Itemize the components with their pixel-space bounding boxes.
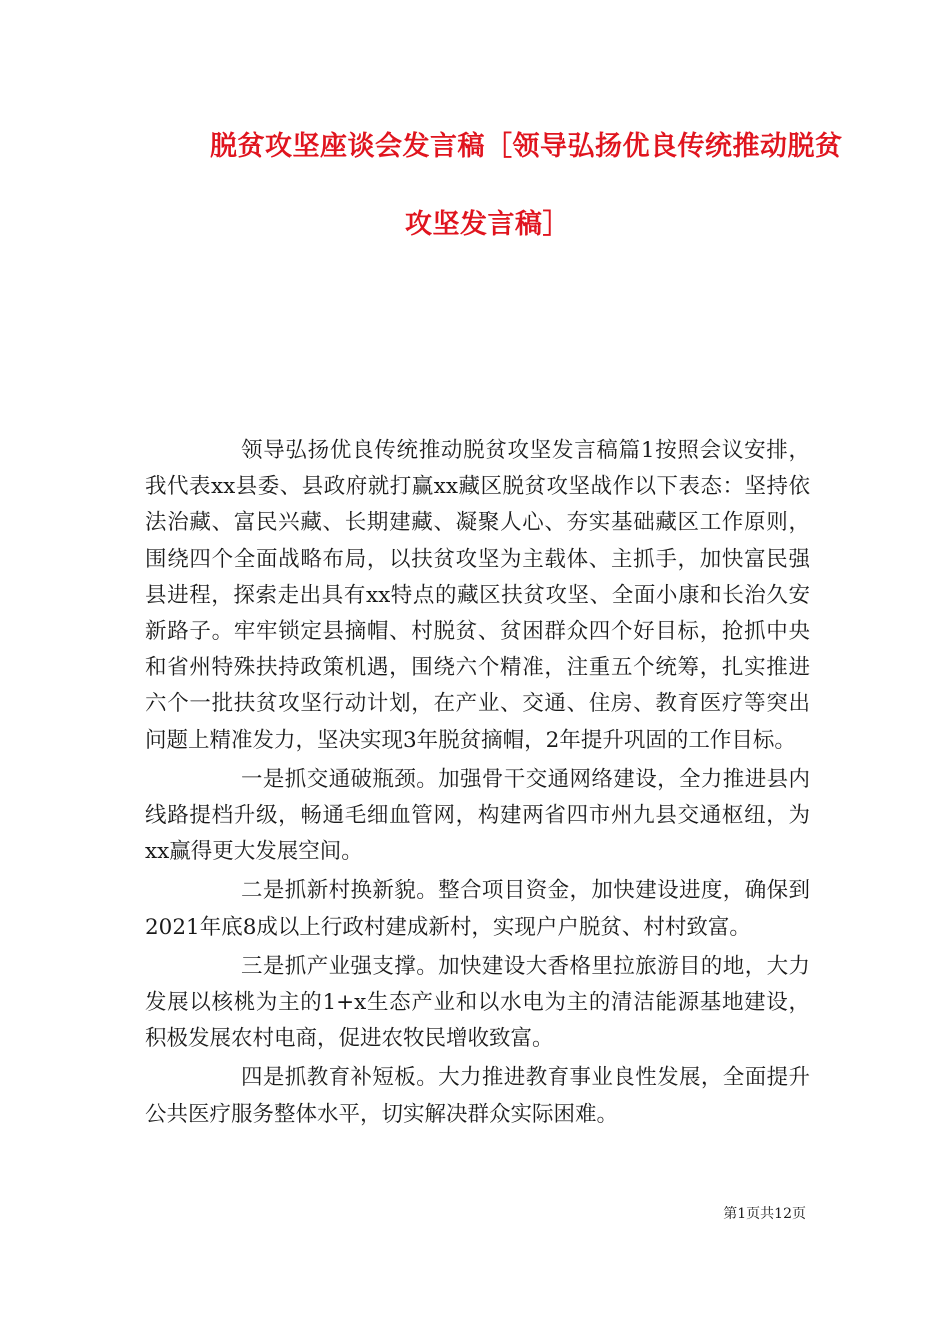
paragraph-education: 四是抓教育补短板。大力推进教育事业良性发展，全面提升公共医疗服务整体水平，切实解决群众实际困难。 — [145, 1065, 810, 1127]
paragraph-new-village: 二是抓新村换新貌。整合项目资金，加快建设进度，确保到2021年底8成以上行政村建成新村，实现户户脱贫、村村致富。 — [145, 878, 810, 940]
document-body — [145, 433, 810, 1136]
page-number-label: 第1页共12页 — [723, 1206, 806, 1222]
page-number — [0, 1203, 806, 1223]
paragraph-intro: 领导弘扬优良传统推动脱贫攻坚发言稿篇1按照会议安排，我代表xx县委、县政府就打赢xx藏区脱贫攻坚战作以下表态：坚持依法治藏、富民兴藏、长期建藏、凝聚人心、夯实基础藏区工作原则，围绕四个全面战略布局，以扶贫攻坚为主载体、主抓手，加快富民强县进程，探索走出具有xx特点的藏区扶贫攻坚、全面小康和长治久安新路子。牢牢锁定县摘帽、村脱贫、贫困群众四个好目标，抢抓中央和省州特殊扶持政策机遇，围绕六个精准，注重五个统筹，扎实推进六个一批扶贫攻坚行动计划，在产业、交通、住房、教育医疗等突出问题上精准发力，坚决实现3年脱贫摘帽，2年提升巩固的工作目标。 — [145, 438, 810, 753]
paragraph-transport: 一是抓交通破瓶颈。加强骨干交通网络建设，全力推进县内线路提档升级，畅通毛细血管网，构建两省四市州九县交通枢纽，为xx赢得更大发展空间。 — [145, 766, 810, 865]
paragraph-industry: 三是抓产业强支撑。加快建设大香格里拉旅游目的地，大力发展以核桃为主的1+x生态产业和以水电为主的清洁能源基地建设，积极发展农村电商，促进农牧民增收致富。 — [145, 953, 810, 1052]
title-line-2: 攻坚发言稿］ — [405, 209, 570, 240]
title-line-1: 脱贫攻坚座谈会发言稿［领导弘扬优良传统推动脱贫 — [210, 131, 843, 162]
